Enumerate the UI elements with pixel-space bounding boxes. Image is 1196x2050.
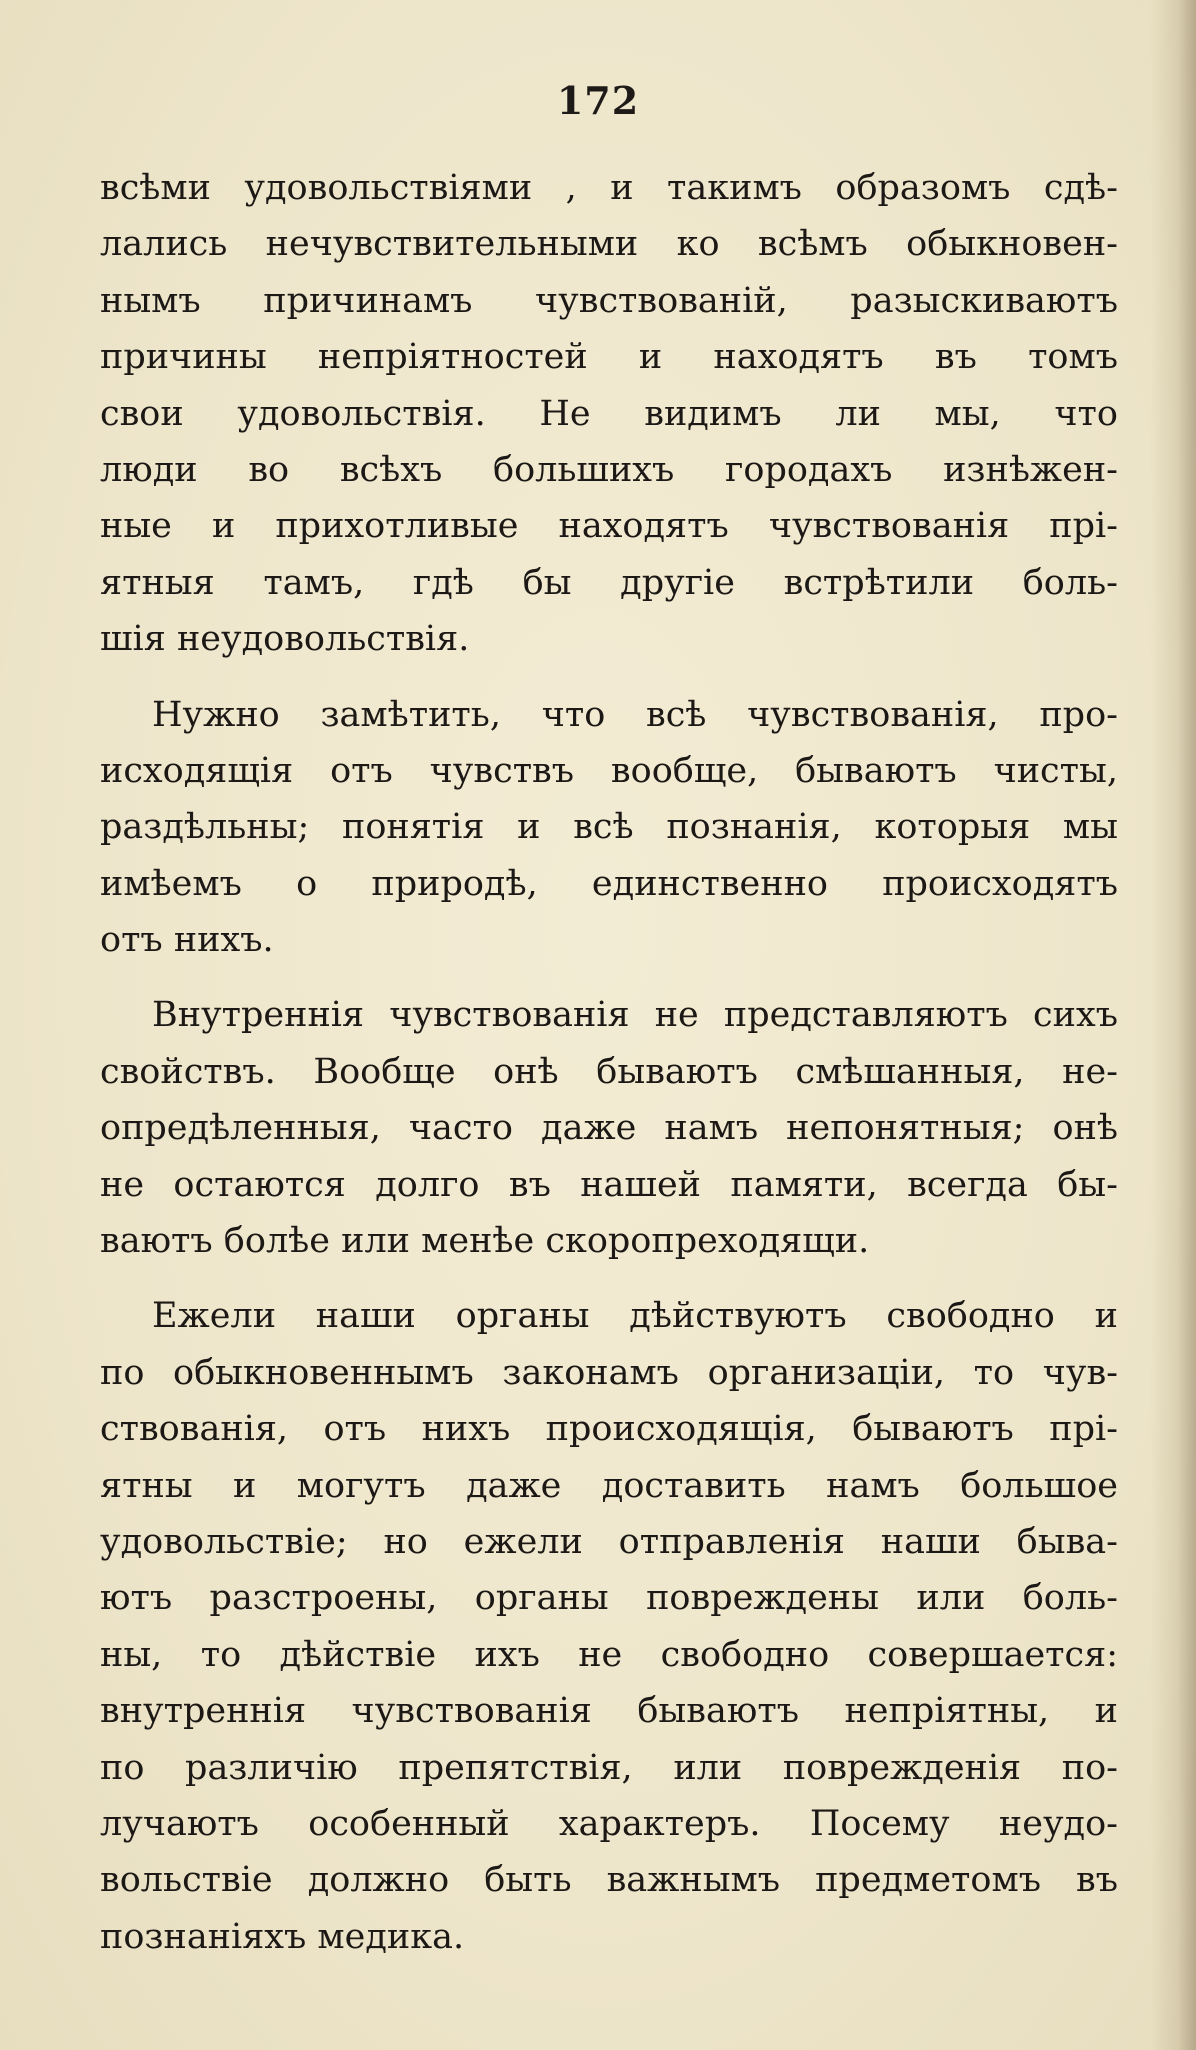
text-line: познаніяхъ медика. bbox=[100, 1916, 465, 1957]
text-line: ствованія, отъ нихъ происходящія, бываютъ прі- bbox=[100, 1409, 1118, 1450]
paragraph-2 bbox=[100, 687, 1118, 969]
page-body-text bbox=[100, 160, 1118, 1984]
text-line: вольствіе должно быть важнымъ предметомъ въ bbox=[100, 1860, 1118, 1901]
text-line: ятны и могутъ даже доставить намъ большое bbox=[100, 1465, 1118, 1506]
text-line: ваютъ болѣе или менѣе скоропреходящи. bbox=[100, 1221, 870, 1262]
text-line: причины непріятностей и находятъ въ томъ bbox=[100, 337, 1118, 378]
text-line: свойствъ. Вообще онѣ бываютъ смѣшанныя, не- bbox=[100, 1051, 1118, 1092]
text-line: Внутреннія чувствованія не представляютъ сихъ bbox=[152, 995, 1118, 1036]
page-edge-shadow bbox=[1150, 0, 1196, 2050]
text-line: ные и прихотливые находятъ чувствованія прі- bbox=[100, 506, 1118, 547]
text-line: Нужно замѣтить, что всѣ чувствованія, про- bbox=[152, 694, 1118, 735]
text-line: по различію препятствія, или поврежденія по- bbox=[100, 1747, 1118, 1788]
text-line: имѣемъ о природѣ, единственно происходятъ bbox=[100, 863, 1118, 904]
text-line: Ежели наши органы дѣйствуютъ свободно и bbox=[152, 1296, 1118, 1337]
text-line: удовольствіе; но ежели отправленія наши быва- bbox=[100, 1521, 1118, 1562]
text-line: ютъ разстроены, органы повреждены или боль- bbox=[100, 1578, 1118, 1619]
paragraph-3 bbox=[100, 987, 1118, 1269]
text-line: раздѣльны; понятія и всѣ познанія, которыя мы bbox=[100, 807, 1118, 848]
text-line: лучаютъ особенный характеръ. Посему неудо- bbox=[100, 1803, 1118, 1844]
text-line: всѣми удовольствіями , и такимъ образомъ сдѣ- bbox=[100, 168, 1118, 208]
text-line: ятныя тамъ, гдѣ бы другіе встрѣтили боль- bbox=[100, 562, 1118, 603]
text-line: люди во всѣхъ большихъ городахъ изнѣжен- bbox=[100, 449, 1118, 490]
text-line: отъ нихъ. bbox=[100, 920, 274, 961]
paragraph-4 bbox=[100, 1288, 1118, 1965]
text-line: внутреннія чувствованія бываютъ непріятны, и bbox=[100, 1691, 1118, 1732]
text-line: не остаются долго въ нашей памяти, всегда бы- bbox=[100, 1164, 1118, 1205]
text-line: нымъ причинамъ чувствованій, разыскиваютъ bbox=[100, 280, 1118, 321]
text-line: исходящія отъ чувствъ вообще, бываютъ чисты, bbox=[100, 750, 1118, 791]
text-line: лались нечувствительными ко всѣмъ обыкновен- bbox=[100, 224, 1118, 265]
text-line: ны, то дѣйствіе ихъ не свободно совершается: bbox=[100, 1634, 1118, 1675]
paragraph-1 bbox=[100, 160, 1118, 668]
page-number: 172 bbox=[556, 78, 640, 123]
text-line: опредѣленныя, часто даже намъ непонятныя; онѣ bbox=[100, 1108, 1118, 1149]
text-line: по обыкновеннымъ законамъ организаціи, то чув- bbox=[100, 1352, 1118, 1393]
text-line: свои удовольствія. Не видимъ ли мы, что bbox=[100, 393, 1118, 434]
text-line: шія неудовольствія. bbox=[100, 619, 470, 660]
